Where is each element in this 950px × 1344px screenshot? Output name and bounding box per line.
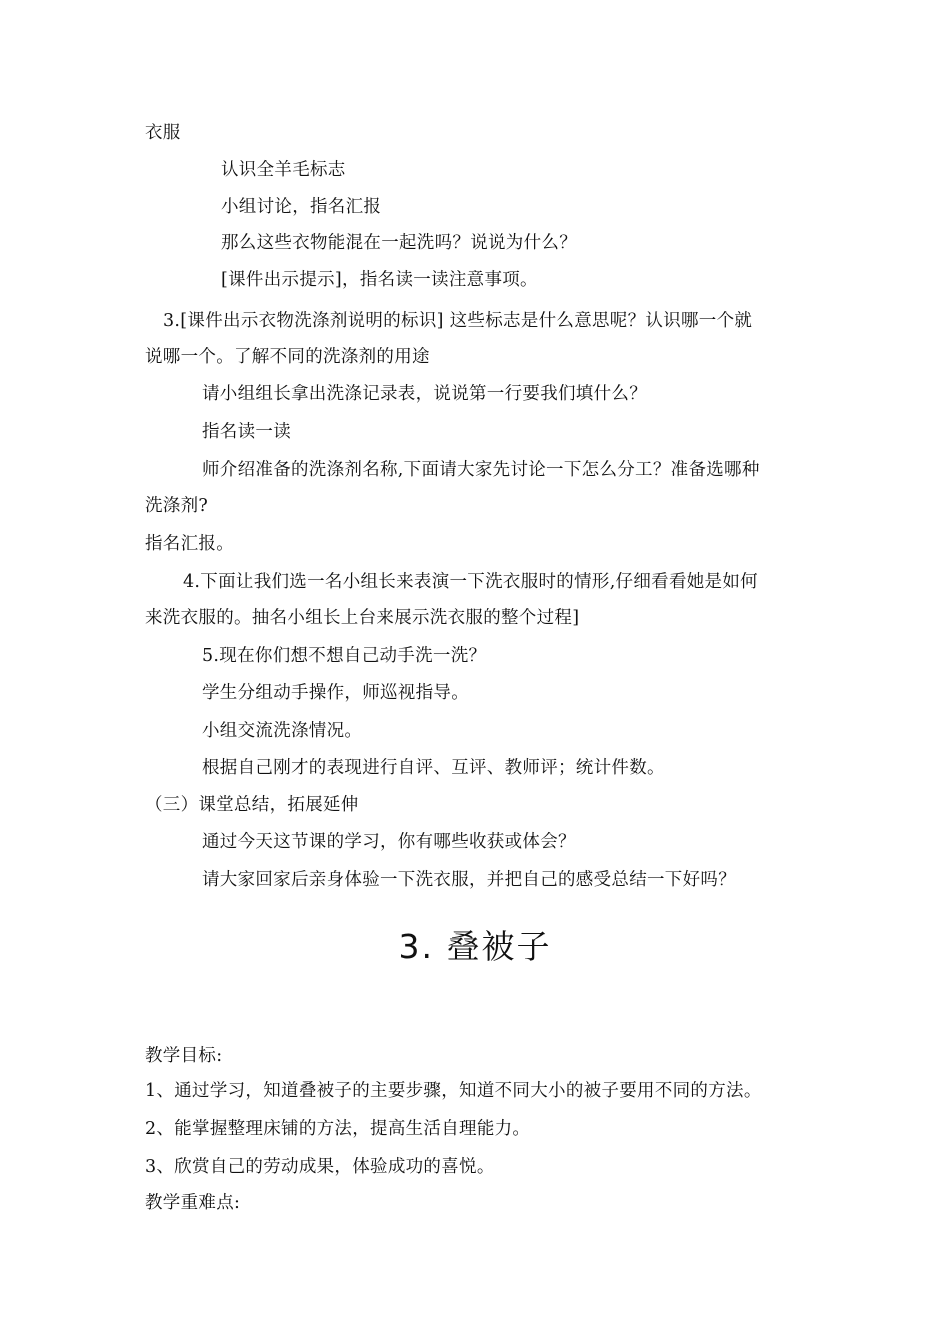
text-line: 学生分组动手操作，师巡视指导。 — [202, 683, 469, 703]
text-line: 通过今天这节课的学习，你有哪些收获或体会？ — [202, 832, 576, 852]
text-line: 小组讨论，指名汇报 — [221, 197, 382, 217]
text-line: 来洗衣服的。抽名小组长上台来展示洗衣服的整个过程] — [145, 608, 580, 628]
text-line: 指名汇报。 — [145, 534, 234, 554]
text-line: 教学目标: — [145, 1046, 223, 1066]
text-line: 小组交流洗涤情况。 — [202, 721, 363, 741]
text-line: 指名读一读 — [202, 422, 291, 442]
text-line: 衣服 — [145, 123, 181, 143]
text-line: 说哪一个。了解不同的洗涤剂的用途 — [145, 347, 430, 367]
text-line: 请大家回家后亲身体验一下洗衣服，并把自己的感受总结一下好吗？ — [202, 870, 736, 890]
text-line: 洗涤剂? — [145, 496, 209, 516]
section-title: 3. 叠被子 — [398, 927, 552, 966]
text-line: [课件出示提示]，指名读一读注意事项。 — [221, 270, 538, 290]
text-line: 认识全羊毛标志 — [221, 160, 346, 180]
text-line: 师介绍准备的洗涤剂名称,下面请大家先讨论一下怎么分工？准备选哪种 — [202, 460, 760, 480]
text-line: 3、欣赏自己的劳动成果，体验成功的喜悦。 — [145, 1157, 495, 1177]
text-line: 1、通过学习，知道叠被子的主要步骤，知道不同大小的被子要用不同的方法。 — [145, 1081, 762, 1101]
text-line: 4.下面让我们选一名小组长来表演一下洗衣服时的情形,仔细看看她是如何 — [183, 572, 758, 592]
text-line: 那么这些衣物能混在一起洗吗？说说为什么？ — [221, 233, 577, 253]
text-line: 2、能掌握整理床铺的方法，提高生活自理能力。 — [145, 1119, 531, 1139]
text-line: 请小组组长拿出洗涤记录表，说说第一行要我们填什么？ — [202, 384, 647, 404]
text-line: 3.[课件出示衣物洗涤剂说明的标识] 这些标志是什么意思呢？认识哪一个就 — [163, 311, 753, 331]
text-line: 5.现在你们想不想自己动手洗一洗？ — [202, 646, 487, 666]
text-line: 根据自己刚才的表现进行自评、互评、教师评；统计件数。 — [202, 758, 665, 778]
text-line: 教学重难点: — [145, 1193, 241, 1213]
text-line: （三）课堂总结，拓展延伸 — [145, 795, 359, 815]
